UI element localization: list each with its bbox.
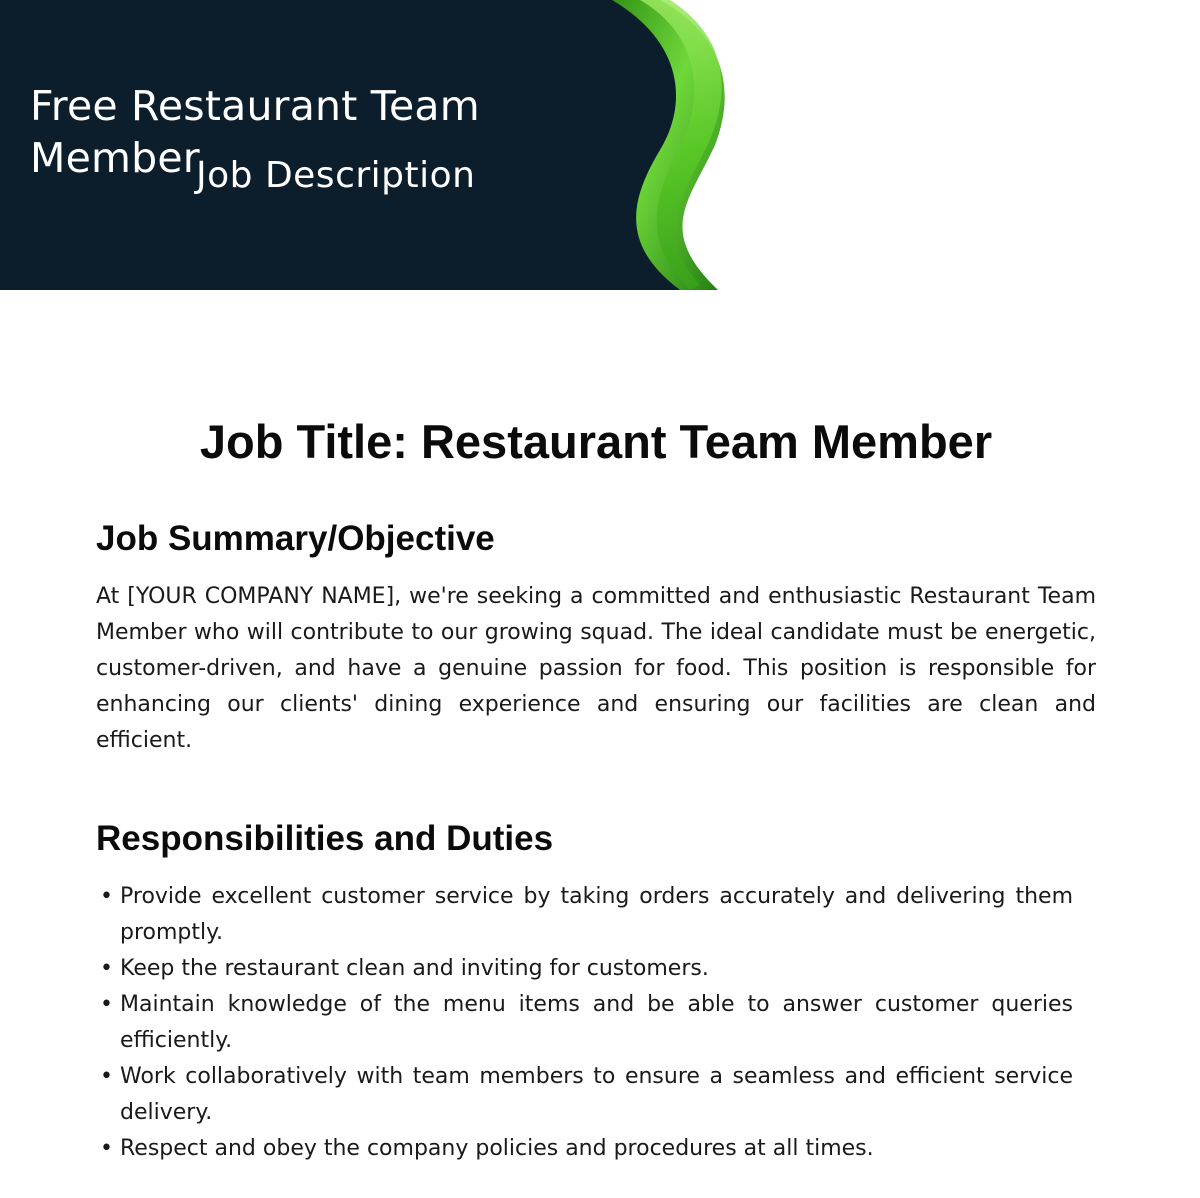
duty-text: Work collaboratively with team members to ensure a seamless and efficient service delivery. xyxy=(120,1064,1073,1125)
responsibilities-section xyxy=(96,817,1096,1167)
duty-text: Provide excellent customer service by taking orders accurately and delivering them promptly. xyxy=(120,884,1073,945)
job-summary-text: At [YOUR COMPANY NAME], we're seeking a committed and enthusiastic Restaurant Team Member who will contribute to our growing squad. The ideal candidate must be energetic, customer-driven, and have a genuine passion for food. This position is responsible for enhancing our clients' dining experience and ensuring our facilities are clean and efficient. xyxy=(96,584,1096,753)
bullet-icon: • xyxy=(100,956,113,981)
responsibilities-heading: Responsibilities and Duties xyxy=(96,819,554,858)
document-body xyxy=(96,410,1096,1167)
bullet-icon: • xyxy=(100,992,113,1017)
header-banner xyxy=(0,0,740,290)
list-item xyxy=(96,987,1073,1059)
duty-text: Keep the restaurant clean and inviting for customers. xyxy=(120,956,709,981)
bullet-icon: • xyxy=(100,1136,113,1161)
list-item xyxy=(96,1131,1073,1167)
list-item xyxy=(96,1059,1073,1131)
duty-text: Respect and obey the company policies and procedures at all times. xyxy=(120,1136,874,1161)
banner-subtitle: Job Description xyxy=(196,155,476,196)
job-summary-heading: Job Summary/Objective xyxy=(96,519,495,558)
job-summary-section xyxy=(96,517,1096,759)
bullet-icon: • xyxy=(100,1064,113,1089)
bullet-icon: • xyxy=(100,884,113,909)
responsibilities-list xyxy=(96,879,1073,1167)
duty-text: Maintain knowledge of the menu items and be able to answer customer queries efficiently. xyxy=(120,992,1073,1053)
job-title-heading: Job Title: Restaurant Team Member xyxy=(199,415,993,468)
list-item xyxy=(96,879,1073,951)
list-item xyxy=(96,951,1073,987)
banner-title: Free Restaurant Team Member xyxy=(30,82,480,182)
